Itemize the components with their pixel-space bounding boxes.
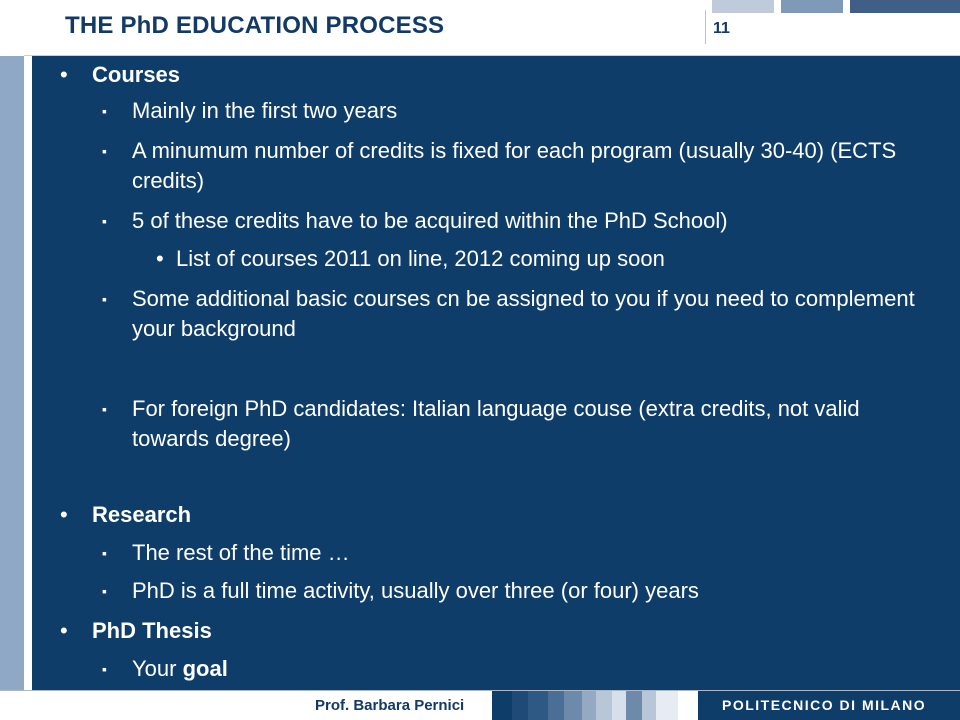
footer-block	[528, 691, 548, 720]
footer-block	[548, 691, 564, 720]
bullet-phd-thesis	[60, 616, 212, 646]
bullet-marker: ▪	[102, 545, 107, 561]
footer-block	[642, 691, 656, 720]
footer	[0, 690, 960, 720]
bullet-marker: •	[60, 62, 68, 87]
bullet-text: A minumum number of credits is fixed for each program (usually 30-40) (ECTS credits)	[132, 138, 897, 193]
bullet-text: Some additional basic courses cn be assigned to you if you need to complement your background	[132, 286, 915, 341]
header-block-light	[712, 0, 774, 13]
header-block-medium	[781, 0, 843, 13]
bullet-text: PhD is a full time activity, usually over three (or four) years	[132, 578, 699, 603]
sub-sub-bullet	[156, 244, 936, 274]
side-strip	[0, 56, 24, 690]
bullet-marker: •	[156, 246, 164, 271]
title-divider	[705, 10, 706, 44]
bullet-marker: ▪	[102, 583, 107, 599]
sub-bullet	[102, 96, 932, 126]
slide-title: THE PhD EDUCATION PROCESS	[65, 12, 445, 39]
bullet-marker: ▪	[102, 143, 107, 159]
bullet-text: 5 of these credits have to be acquired within the PhD School)	[132, 208, 728, 233]
bullet-marker: ▪	[102, 401, 107, 417]
bullet-marker: ▪	[102, 103, 107, 119]
footer-author: Prof. Barbara Pernici	[315, 697, 465, 714]
sub-bullet	[102, 576, 932, 606]
sub-bullet	[102, 654, 932, 684]
bullet-marker: ▪	[102, 213, 107, 229]
bullet-marker: •	[60, 618, 68, 643]
footer-block	[564, 691, 582, 720]
bullet-courses	[60, 60, 181, 90]
sub-bullet	[102, 284, 932, 344]
bullet-text: For foreign PhD candidates: Italian language couse (extra credits, not valid towards degree)	[132, 396, 860, 451]
bullet-text: Mainly in the first two years	[132, 98, 398, 123]
footer-block	[596, 691, 612, 720]
bullet-marker: ▪	[102, 661, 107, 677]
side-gap	[24, 56, 32, 690]
header-left-bar	[0, 0, 24, 56]
content-area	[32, 56, 960, 690]
bullet-marker: •	[60, 502, 68, 527]
footer-block	[612, 691, 626, 720]
sub-bullet	[102, 538, 932, 568]
footer-block	[656, 691, 678, 720]
bullet-text: Courses	[92, 62, 181, 87]
sub-bullet	[102, 394, 932, 454]
bullet-marker: ▪	[102, 291, 107, 307]
header-block-dark	[850, 0, 960, 13]
bullet-text-bold: goal	[182, 656, 228, 681]
bullet-text-plain: Your	[132, 656, 183, 681]
bullet-research	[60, 500, 192, 530]
bullet-text: Research	[92, 502, 192, 527]
footer-block	[582, 691, 596, 720]
brand-logo-text: POLITECNICO DI MILANO	[722, 697, 927, 713]
sub-bullet	[102, 136, 932, 196]
footer-block	[512, 691, 528, 720]
bullet-text: PhD Thesis	[92, 618, 212, 643]
bullet-text: The rest of the time …	[132, 540, 350, 565]
footer-block	[626, 691, 642, 720]
sub-bullet	[102, 206, 932, 236]
bullet-text: List of courses 2011 on line, 2012 coming up soon	[176, 246, 665, 271]
page-number: 11	[713, 20, 730, 37]
footer-block	[492, 691, 512, 720]
